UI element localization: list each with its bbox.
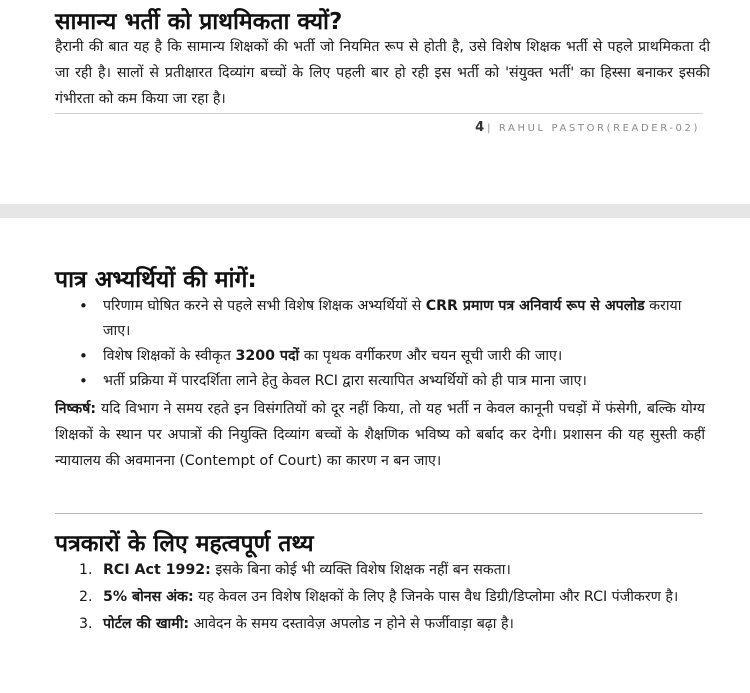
- paragraph-general-recruitment: हैरानी की बात यह है कि सामान्य शिक्षकों की भर्ती जो नियमित रूप से होती है, उसे विशेष शिक्षक भर्ती से पहले प्राथमिकता दी जा रही है। सालों से प्रतीक्षारत दिव्यांग बच्चों के लिए पहली बार हो रही इस भर्ती को 'संयुक्त भर्ती' का हिस्सा बनाकर इसकी गंभीरता को कम किया जा रहा है।: [55, 39, 710, 107]
- conclusion-label: निष्कर्ष:: [55, 401, 97, 417]
- section-title-general-recruitment: सामान्य भर्ती को प्राथमिकता क्यों?: [55, 9, 343, 35]
- divider: [55, 113, 703, 114]
- list-item: 3. पोर्टल की खामी: आवेदन के समय दस्तावेज़ अपलोड न होने से फर्जीवाड़ा बढ़ा है।: [79, 616, 514, 632]
- page-top: [0, 0, 750, 204]
- page-bottom: [0, 218, 750, 693]
- page-footer: [475, 120, 700, 135]
- footer-author: | RAHUL PASTOR(READER-02): [487, 123, 700, 134]
- list-item: 1. RCI Act 1992: इसके बिना कोई भी व्यक्ति विशेष शिक्षक नहीं बन सकता।: [79, 562, 511, 578]
- bullet-icon: •: [79, 372, 88, 390]
- conclusion-text: यदि विभाग ने समय रहते इन विसंगतियों को दूर नहीं किया, तो यह भर्ती न केवल कानूनी पचड़ों में फंसेगी, बल्कि योग्य शिक्षकों के स्थान पर अपात्रों की नियुक्ति दिव्यांग बच्चों के शैक्षणिक भविष्य को बर्बाद कर देगी। प्रशासन की यह सुस्ती कहीं न्यायालय की अवमानना (Contempt of Court) का कारण न बन जाए।: [55, 401, 705, 469]
- section-title-journalist-facts: पत्रकारों के लिए महत्वपूर्ण तथ्य: [55, 531, 314, 557]
- list-item: 2. 5% बोनस अंक: यह केवल उन विशेष शिक्षकों के लिए है जिनके पास वैध डिग्री/डिप्लोमा और RCI पंजीकरण है।: [79, 589, 679, 605]
- facts-list: [55, 558, 705, 639]
- bullet-icon: •: [79, 297, 88, 315]
- page-gap: [0, 204, 750, 218]
- list-item: • भर्ती प्रक्रिया में पारदर्शिता लाने हेतु केवल RCI द्वारा सत्यापित अभ्यर्थियों को ही पात्र माना जाए।: [55, 369, 705, 394]
- list-item: • परिणाम घोषित करने से पहले सभी विशेष शिक्षक अभ्यर्थियों से CRR प्रमाण पत्र अनिवार्य रूप से अपलोड कराया जाए।: [55, 294, 705, 344]
- section-divider: [55, 513, 703, 514]
- list-item: • विशेष शिक्षकों के स्वीकृत 3200 पदों का पृथक वर्गीकरण और चयन सूची जारी की जाए।: [55, 344, 705, 369]
- page-number: 4: [475, 120, 485, 135]
- demands-list: [55, 294, 705, 394]
- conclusion-paragraph: [55, 396, 705, 474]
- section-title-demands: पात्र अभ्यर्थियों की मांगें:: [55, 267, 257, 293]
- bullet-icon: •: [79, 347, 88, 365]
